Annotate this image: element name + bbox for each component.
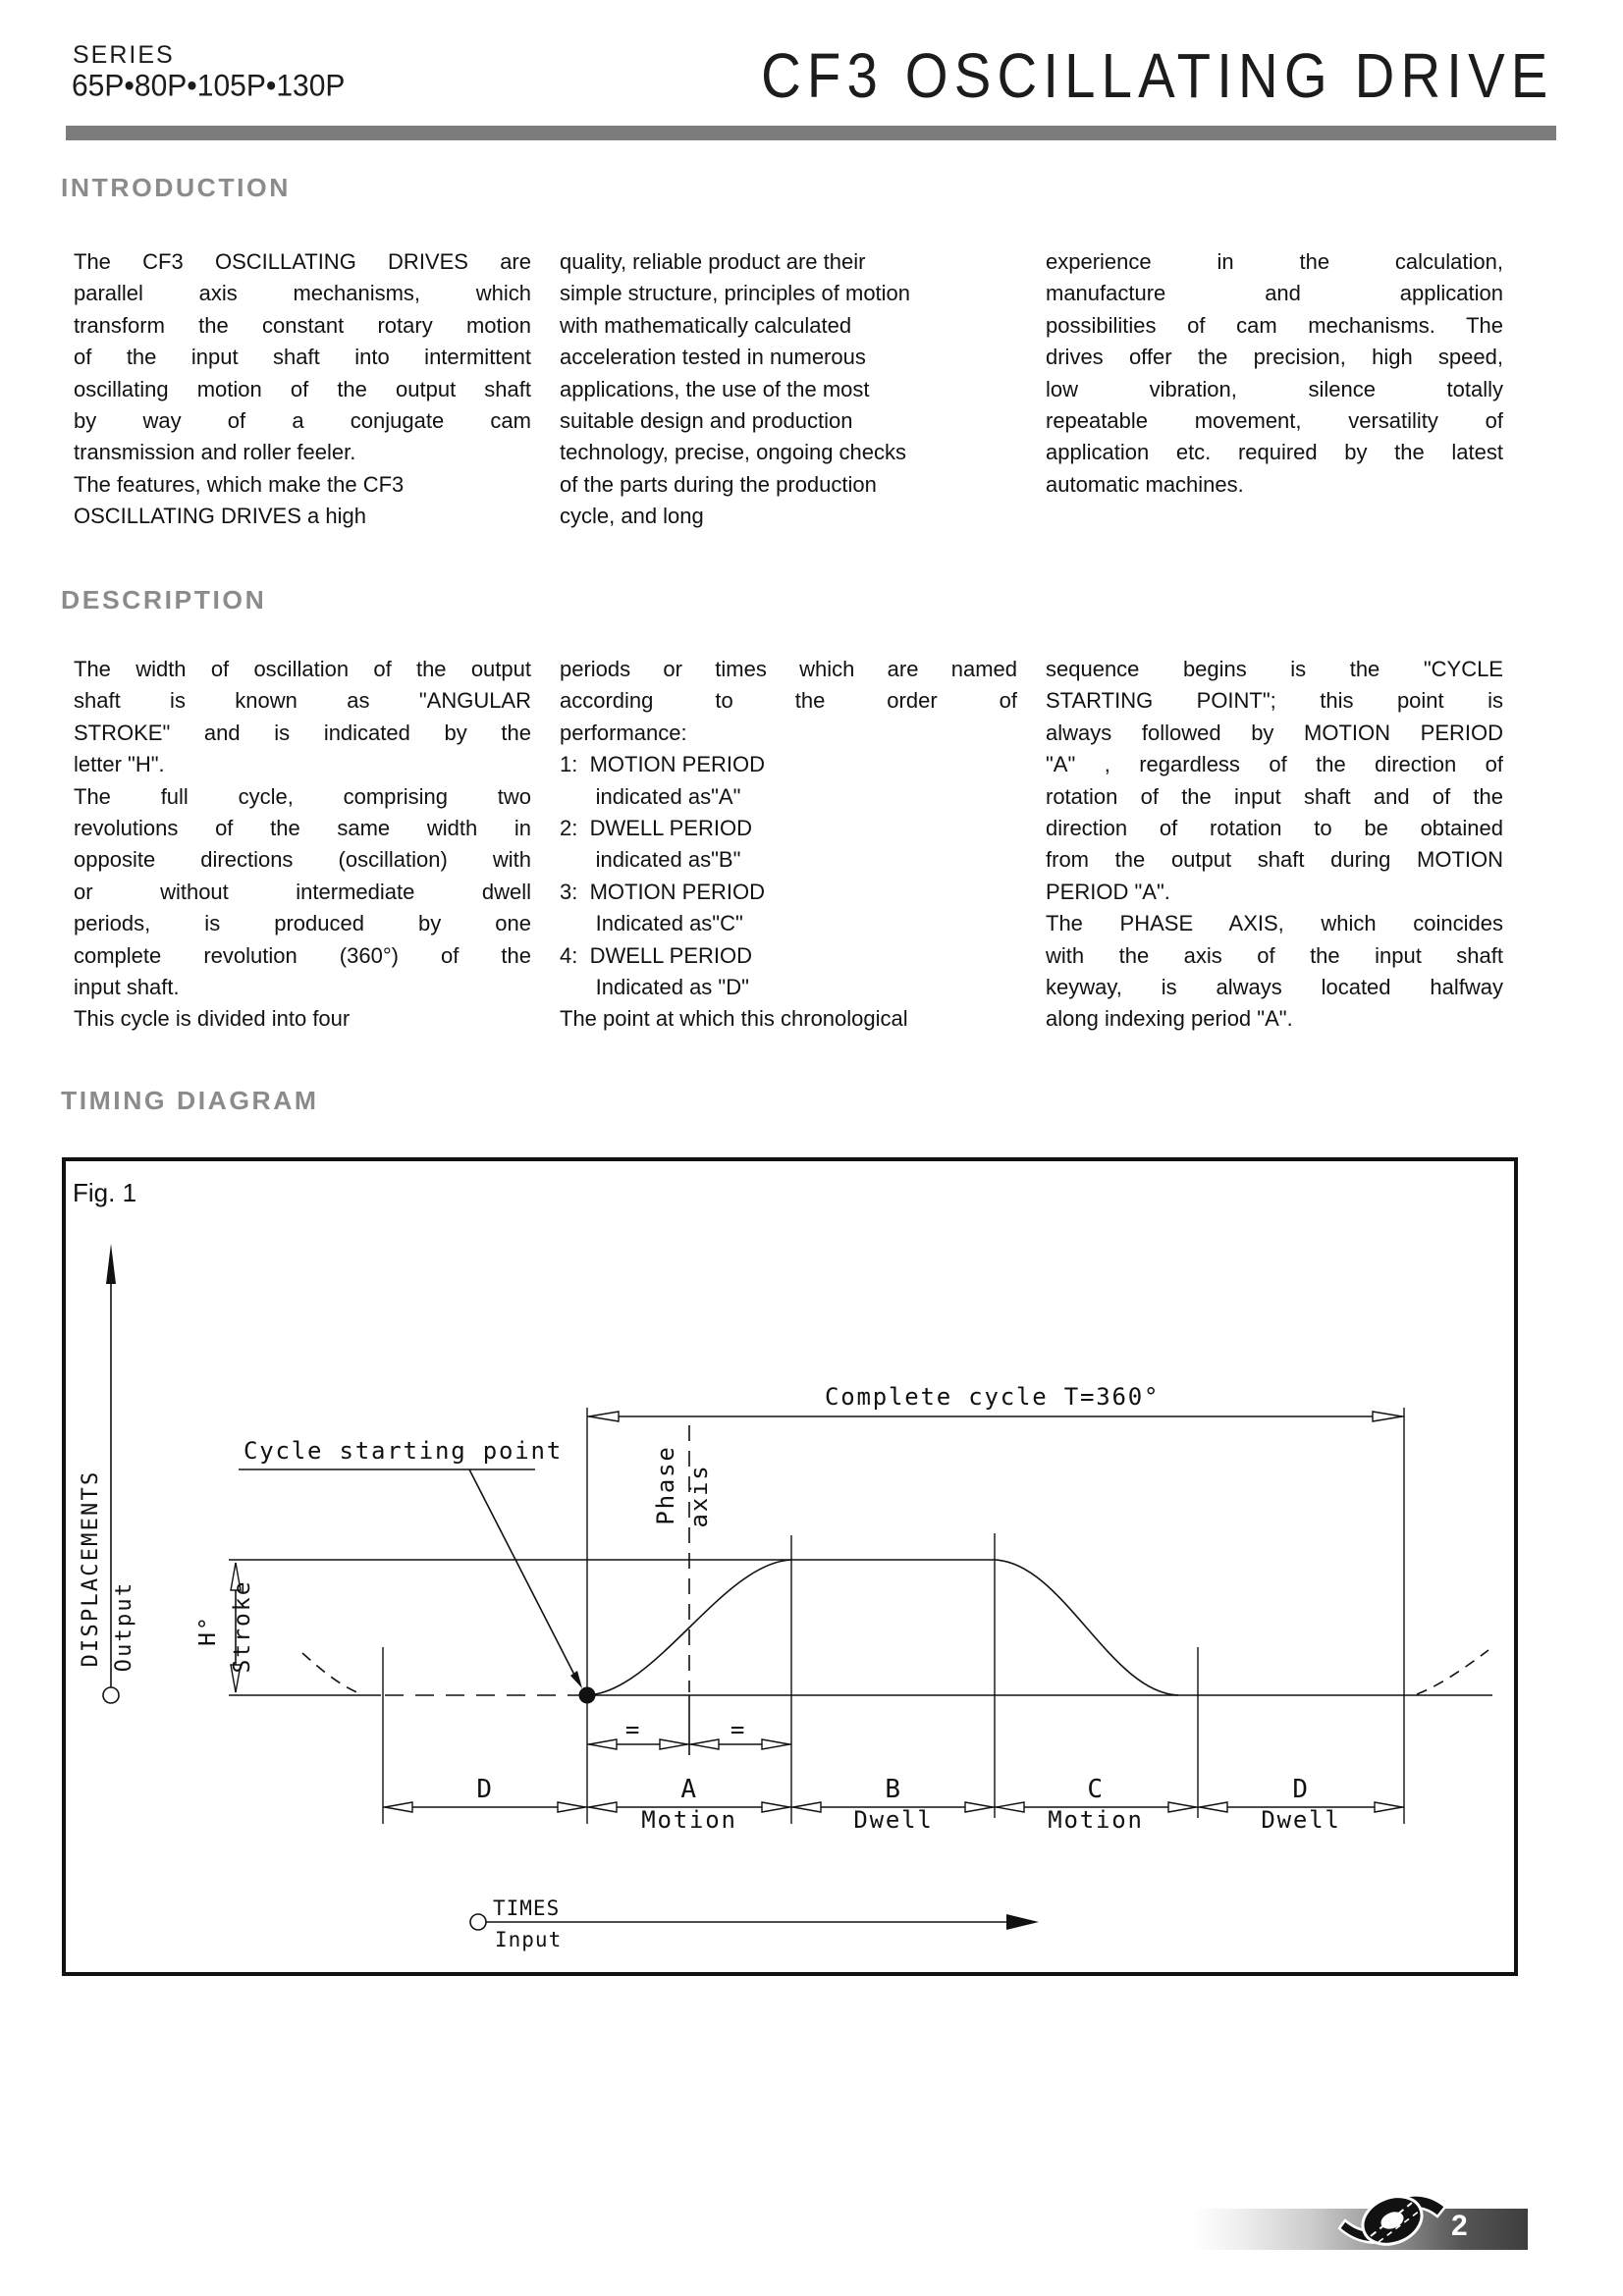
text-line: opposite directions (oscillation) with (74, 847, 531, 873)
times-label: TIMES (493, 1896, 561, 1920)
text-line: 3: MOTION PERIOD (560, 879, 766, 904)
next-cycle-tail (1417, 1650, 1488, 1694)
text-line: suitable design and production (560, 408, 853, 434)
text-line: cycle, and long (560, 504, 704, 529)
displacements-label: DISPLACEMENTS (79, 1469, 103, 1668)
text-line: along indexing period "A". (1046, 1006, 1293, 1032)
text-line: STARTING POINT"; this point is (1046, 688, 1503, 714)
text-line: technology, precise, ongoing checks (560, 440, 907, 465)
text-line: always followed by MOTION PERIOD (1046, 720, 1503, 745)
text-line: by way of a conjugate cam (74, 408, 531, 434)
equal-mark-right: = (730, 1716, 747, 1743)
text-line: This cycle is divided into four (74, 1006, 351, 1032)
output-label: Output (112, 1580, 136, 1673)
text-line: Indicated as"C" (560, 911, 743, 936)
text-line: The point at which this chronological (560, 1006, 908, 1032)
text-line: The full cycle, comprising two (74, 783, 531, 809)
text-line: with the axis of the input shaft (1046, 942, 1503, 968)
text-line: The PHASE AXIS, which coincides (1046, 911, 1503, 936)
text-line: shaft is known as "ANGULAR (74, 688, 531, 714)
text-line: automatic machines. (1046, 471, 1244, 497)
sub-label-motion-a: Motion (641, 1806, 737, 1834)
description-heading: DESCRIPTION (61, 585, 267, 614)
text-line: simple structure, principles of motion (560, 281, 911, 306)
cycle-start-dot (579, 1687, 596, 1704)
text-line: sequence begins is the "CYCLE (1046, 657, 1503, 681)
text-line: indicated as"B" (560, 847, 741, 873)
cycle-start-label: Cycle starting point (243, 1437, 563, 1465)
text-line: parallel axis mechanisms, which (74, 281, 531, 306)
text-line: 4: DWELL PERIOD (560, 942, 753, 968)
sub-label-dwell-b: Dwell (853, 1806, 934, 1834)
text-line: or without intermediate dwell (74, 879, 531, 904)
h-label: H° (195, 1615, 221, 1646)
period-label-b: B (885, 1775, 902, 1804)
text-line: with mathematically calculated (560, 312, 852, 338)
text-line: of the parts during the production (560, 471, 877, 497)
text-line: Indicated as "D" (560, 975, 749, 1000)
text-line: keyway, is always located halfway (1046, 975, 1503, 1000)
cds-logo-icon (1331, 2183, 1453, 2258)
extension-lines (383, 1408, 1404, 1824)
text-line: revolutions of the same width in (74, 816, 531, 841)
text-line: PERIOD "A". (1046, 879, 1170, 904)
text-line: letter "H". (74, 752, 165, 777)
times-arrow-icon (1006, 1914, 1039, 1930)
text-line: transform the constant rotary motion (74, 312, 531, 338)
page-number: 2 (1451, 2210, 1468, 2242)
text-line: direction of rotation to be obtained (1046, 816, 1503, 841)
period-label-d1: D (476, 1775, 494, 1804)
text-line: application etc. required by the latest (1046, 440, 1503, 465)
text-line: drives offer the precision, high speed, (1046, 345, 1503, 370)
phase-label: Phase (652, 1445, 679, 1525)
text-line: complete revolution (360°) of the (74, 942, 531, 968)
text-line: repeatable movement, versatility of (1046, 408, 1503, 434)
text-line: experience in the calculation, (1046, 249, 1503, 274)
text-line: low vibration, silence totally (1046, 376, 1503, 401)
intro-heading: INTRODUCTION (61, 173, 291, 202)
text-line: performance: (560, 720, 687, 745)
text-line: 1: MOTION PERIOD (560, 752, 766, 777)
equal-mark-left: = (624, 1716, 642, 1743)
text-line: periods, is produced by one (74, 911, 531, 936)
input-label: Input (495, 1928, 563, 1951)
period-label-c: C (1087, 1775, 1105, 1804)
text-line: applications, the use of the most (560, 376, 870, 401)
text-line: OSCILLATING DRIVES a high (74, 504, 366, 529)
leader-arrow-icon (570, 1671, 582, 1688)
figure-label: Fig. 1 (73, 1178, 137, 1207)
motion-curve-c (995, 1560, 1178, 1695)
text-line: The CF3 OSCILLATING DRIVES are (74, 249, 531, 274)
text-line: indicated as"A" (560, 783, 741, 809)
text-line: STROKE" and is indicated by the (74, 720, 531, 745)
figure-border (64, 1159, 1516, 1974)
sub-label-motion-c: Motion (1048, 1806, 1144, 1834)
text-line: 2: DWELL PERIOD (560, 816, 753, 841)
period-label-d2: D (1292, 1775, 1310, 1804)
timing-heading: TIMING DIAGRAM (61, 1086, 319, 1115)
sub-label-dwell-d: Dwell (1261, 1806, 1341, 1834)
text-line: manufacture and application (1046, 281, 1503, 306)
text-line: oscillating motion of the output shaft (74, 376, 531, 401)
diagram-labels (79, 1383, 1341, 1951)
text-line: of the input shaft into intermittent (74, 345, 531, 370)
series-models: 65P•80P•105P•130P (72, 69, 346, 103)
text-line: The width of oscillation of the output (74, 657, 531, 681)
prev-cycle-tail (302, 1653, 361, 1694)
text-line: "A" , regardless of the direction of (1046, 752, 1503, 777)
text-line: periods or times which are named (560, 657, 1017, 681)
text-line: rotation of the input shaft and of the (1046, 783, 1503, 809)
axis-label: axis (685, 1464, 713, 1528)
text-line: acceleration tested in numerous (560, 345, 866, 370)
document-title: CF3 OSCILLATING DRIVE (761, 40, 1554, 111)
text-line: The features, which make the CF3 (74, 471, 405, 497)
stroke-label: Stroke (230, 1579, 255, 1674)
cycle-start-leader (239, 1469, 577, 1681)
text-line: possibilities of cam mechanisms. The (1046, 312, 1503, 338)
text-line: according to the order of (560, 688, 1017, 714)
text-line: from the output shaft during MOTION (1046, 847, 1503, 873)
text-line: input shaft. (74, 975, 180, 1000)
series-label: SERIES (73, 41, 175, 69)
axis-arrow-icon (106, 1244, 116, 1284)
dimension-arrows (231, 1412, 1402, 1812)
period-label-a: A (680, 1775, 698, 1804)
complete-cycle-label: Complete cycle T=360° (825, 1383, 1161, 1411)
text-line: transmission and roller feeler. (74, 440, 356, 465)
text-line: quality, reliable product are their (560, 249, 866, 274)
